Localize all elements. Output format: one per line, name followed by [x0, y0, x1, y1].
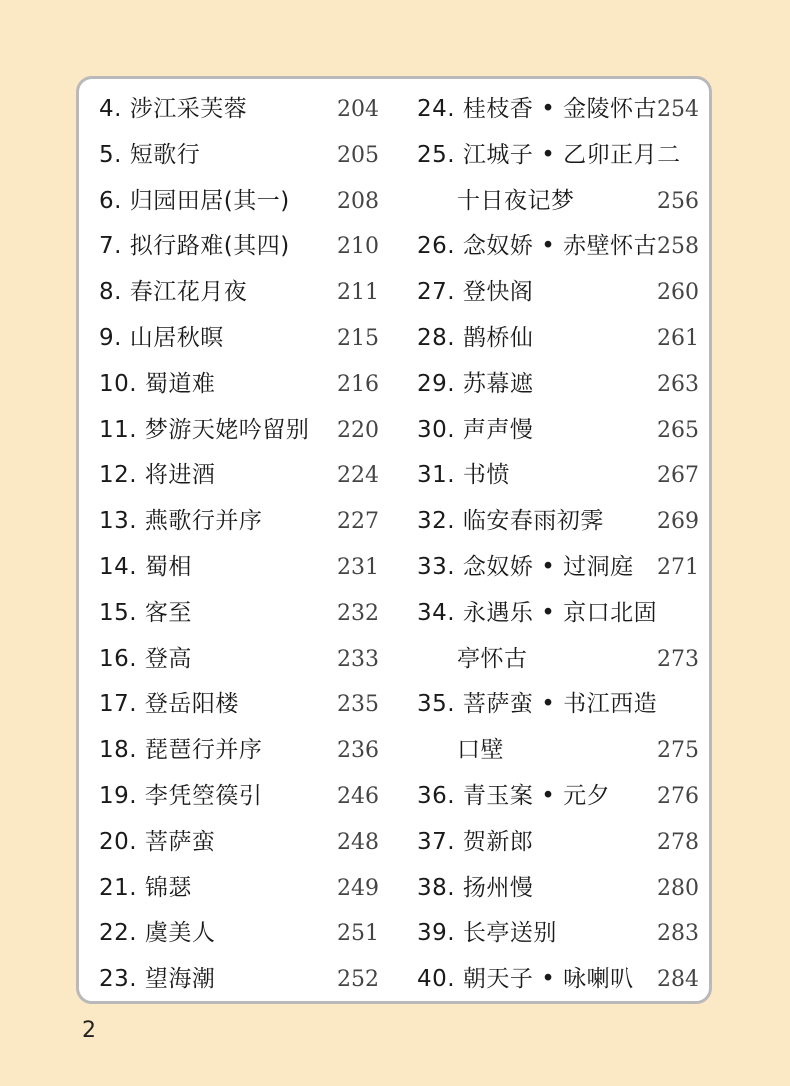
toc-entry-page: 208: [337, 188, 379, 214]
toc-entry[interactable]: [417, 270, 699, 316]
toc-entry[interactable]: [99, 87, 379, 133]
toc-entry-title: 17. 登岳阳楼: [99, 691, 239, 718]
toc-entry-page: 271: [657, 554, 699, 580]
toc-entry-page: 261: [657, 325, 699, 351]
toc-entry[interactable]: [417, 362, 699, 408]
toc-entry-title: 30. 声声慢: [417, 416, 534, 443]
toc-entry[interactable]: [417, 453, 699, 499]
toc-entry-page: 273: [657, 646, 699, 672]
toc-entry-page: 227: [337, 509, 379, 535]
toc-entry[interactable]: [417, 179, 699, 225]
toc-entry-page: 267: [657, 463, 699, 489]
toc-entry-title: 33. 念奴娇 • 过洞庭: [417, 553, 634, 580]
toc-entry-title: 12. 将进酒: [99, 462, 216, 489]
toc-entry-page: 249: [337, 875, 379, 901]
toc-entry[interactable]: [99, 179, 379, 225]
toc-entry-page: 204: [337, 97, 379, 122]
toc-right-column: [417, 87, 699, 1003]
toc-entry-page: 278: [657, 829, 699, 855]
footer-page-number: 2: [82, 1018, 96, 1043]
toc-entry-page: 236: [337, 738, 379, 764]
toc-entry-page: 246: [337, 783, 379, 809]
toc-entry-title: 18. 琵琶行并序: [99, 737, 263, 764]
toc-entry[interactable]: [99, 774, 379, 820]
toc-entry-page: 210: [337, 234, 379, 260]
toc-entry[interactable]: [99, 637, 379, 683]
toc-entry-title: 25. 江城子 • 乙卯正月二: [417, 141, 681, 168]
toc-entry-page: 235: [337, 692, 379, 718]
toc-entry-title: 11. 梦游天姥吟留别: [99, 416, 310, 443]
toc-entry-title: 26. 念奴娇 • 赤壁怀古: [417, 233, 658, 260]
toc-entry[interactable]: [417, 774, 699, 820]
toc-entry-page: 283: [657, 921, 699, 947]
toc-entry-page: 280: [657, 875, 699, 901]
toc-entry[interactable]: [417, 728, 699, 774]
toc-entry[interactable]: [99, 224, 379, 270]
toc-entry[interactable]: [99, 820, 379, 866]
toc-entry-title: 十日夜记梦: [457, 187, 575, 214]
toc-entry-page: 252: [337, 967, 379, 993]
toc-entry[interactable]: [417, 545, 699, 591]
toc-entry-page: 211: [337, 280, 379, 306]
toc-entry-title: 4. 涉江采芙蓉: [99, 96, 248, 122]
toc-panel: [76, 76, 712, 1004]
toc-entry[interactable]: [99, 728, 379, 774]
toc-entry-page: 260: [657, 280, 699, 306]
toc-entry[interactable]: [99, 453, 379, 499]
toc-entry[interactable]: [417, 133, 699, 179]
toc-entry-title: 23. 望海潮: [99, 966, 216, 993]
toc-entry-title: 15. 客至: [99, 599, 192, 626]
toc-entry-page: 205: [337, 142, 379, 168]
toc-entry-title: 31. 书愤: [417, 462, 510, 489]
toc-entry-title: 24. 桂枝香 • 金陵怀古: [417, 96, 658, 122]
toc-entry-page: 263: [657, 371, 699, 397]
toc-entry-page: 269: [657, 509, 699, 535]
toc-entry-title: 9. 山居秋暝: [99, 324, 224, 351]
toc-entry-page: 265: [657, 417, 699, 443]
toc-entry-title: 22. 虞美人: [99, 920, 216, 947]
toc-entry-title: 14. 蜀相: [99, 553, 192, 580]
toc-entry[interactable]: [417, 316, 699, 362]
toc-entry-page: 284: [657, 967, 699, 993]
toc-entry-page: 258: [657, 234, 699, 260]
toc-entry-title: 29. 苏幕遮: [417, 370, 534, 397]
toc-entry[interactable]: [99, 682, 379, 728]
toc-entry[interactable]: [417, 224, 699, 270]
toc-entry-title: 7. 拟行路难(其四): [99, 233, 290, 260]
toc-entry[interactable]: [99, 270, 379, 316]
toc-entry-title: 32. 临安春雨初霁: [417, 508, 604, 535]
toc-entry[interactable]: [417, 682, 699, 728]
toc-entry-title: 36. 青玉案 • 元夕: [417, 782, 611, 809]
toc-entry-title: 35. 菩萨蛮 • 书江西造: [417, 691, 658, 718]
toc-entry-title: 39. 长亭送别: [417, 920, 557, 947]
toc-entry-title: 19. 李凭箜篌引: [99, 782, 263, 809]
toc-entry-title: 亭怀古: [457, 645, 528, 672]
toc-entry-page: 248: [337, 829, 379, 855]
toc-entry[interactable]: [99, 133, 379, 179]
toc-entry[interactable]: [99, 499, 379, 545]
toc-entry[interactable]: [99, 362, 379, 408]
toc-entry-page: 276: [657, 783, 699, 809]
toc-entry-page: 256: [657, 188, 699, 214]
toc-entry-title: 6. 归园田居(其一): [99, 187, 290, 214]
toc-entry[interactable]: [417, 87, 699, 133]
toc-entry-page: 220: [337, 417, 379, 443]
toc-entry-page: 233: [337, 646, 379, 672]
toc-entry[interactable]: [99, 545, 379, 591]
toc-entry-title: 5. 短歌行: [99, 141, 201, 168]
toc-entry[interactable]: [417, 911, 699, 957]
toc-entry[interactable]: [417, 637, 699, 683]
toc-entry-title: 10. 蜀道难: [99, 370, 216, 397]
toc-entry-title: 13. 燕歌行并序: [99, 508, 263, 535]
toc-entry-page: 224: [337, 463, 379, 489]
toc-entry-page: 232: [337, 600, 379, 626]
toc-entry[interactable]: [417, 591, 699, 637]
toc-entry-page: 215: [337, 325, 379, 351]
toc-entry[interactable]: [417, 866, 699, 912]
toc-entry-title: 16. 登高: [99, 645, 192, 672]
toc-entry[interactable]: [99, 316, 379, 362]
toc-entry-title: 口壁: [457, 737, 504, 764]
toc-entry[interactable]: [417, 820, 699, 866]
toc-entry[interactable]: [417, 408, 699, 454]
toc-entry[interactable]: [99, 911, 379, 957]
toc-entry-title: 40. 朝天子 • 咏喇叭: [417, 966, 634, 993]
toc-entry[interactable]: [99, 866, 379, 912]
toc-entry-title: 38. 扬州慢: [417, 874, 534, 901]
toc-entry-title: 20. 菩萨蛮: [99, 828, 216, 855]
toc-entry-title: 21. 锦瑟: [99, 874, 192, 901]
toc-entry[interactable]: [99, 591, 379, 637]
toc-entry-page: 231: [337, 554, 379, 580]
toc-entry-title: 28. 鹊桥仙: [417, 324, 534, 351]
toc-left-column: [99, 87, 379, 1003]
toc-entry[interactable]: [99, 957, 379, 1003]
toc-entry-page: 251: [337, 921, 379, 947]
toc-entry[interactable]: [417, 957, 699, 1003]
toc-entry-title: 27. 登快阁: [417, 279, 534, 306]
toc-entry-title: 8. 春江花月夜: [99, 279, 248, 306]
toc-entry-page: 216: [337, 371, 379, 397]
toc-entry-title: 37. 贺新郎: [417, 828, 534, 855]
toc-entry-page: 275: [657, 738, 699, 764]
toc-entry[interactable]: [417, 499, 699, 545]
toc-entry-title: 34. 永遇乐 • 京口北固: [417, 599, 658, 626]
toc-entry-page: 254: [657, 97, 699, 122]
toc-entry[interactable]: [99, 408, 379, 454]
